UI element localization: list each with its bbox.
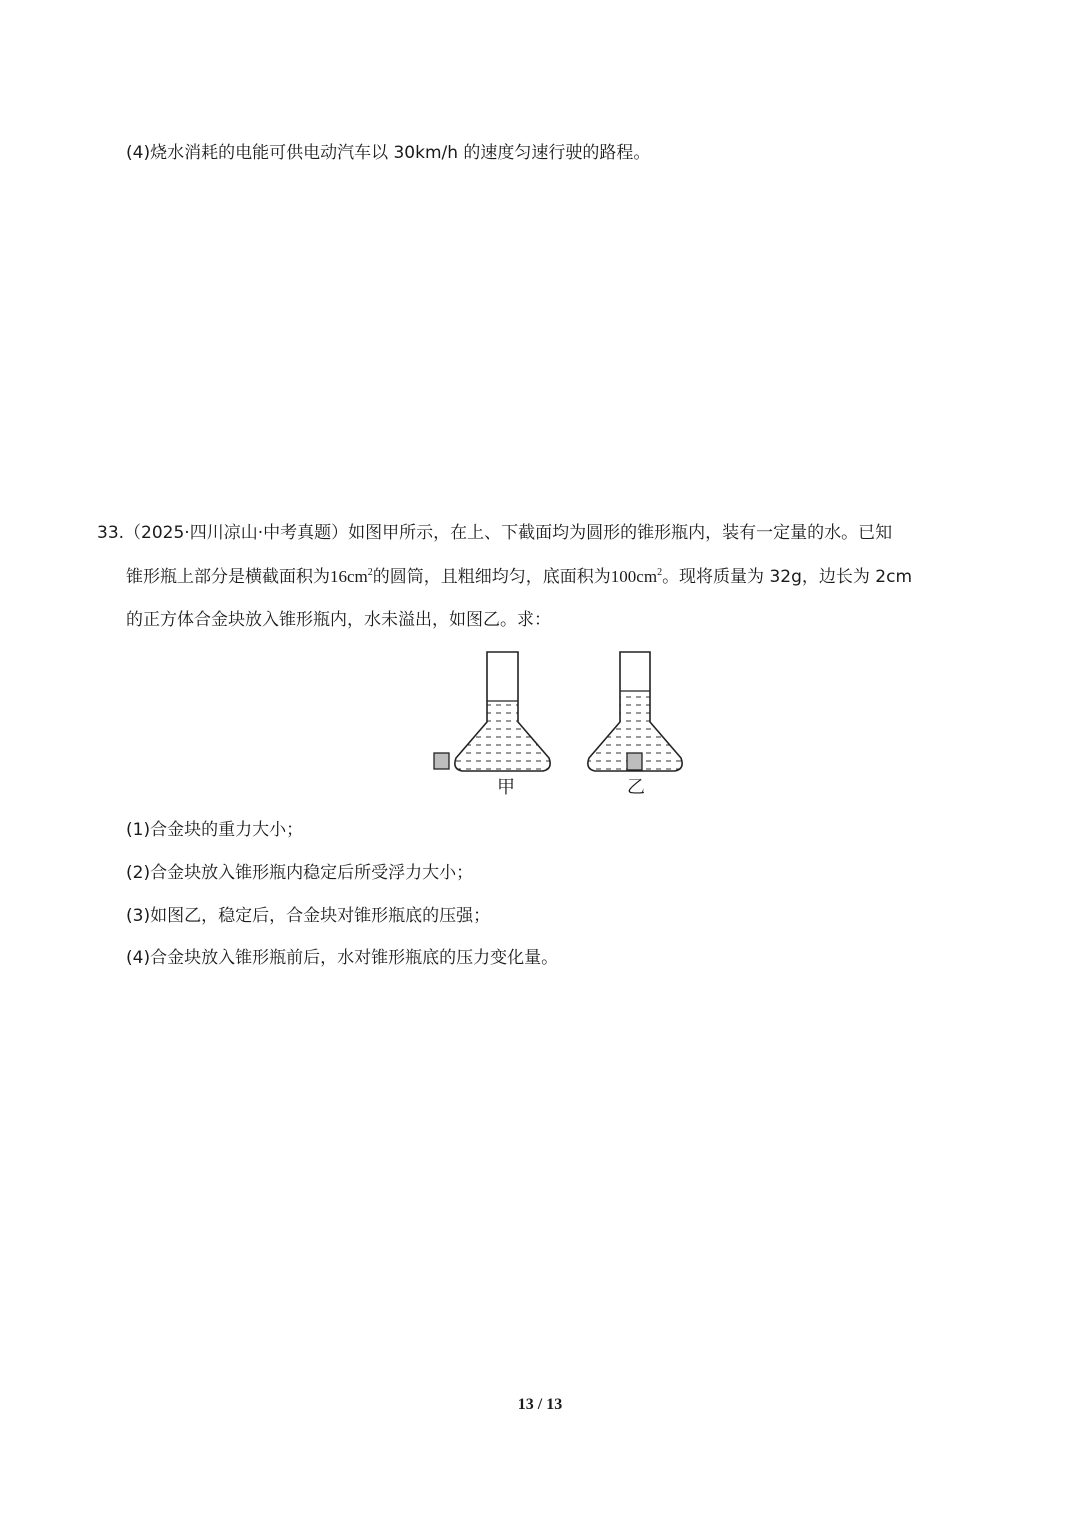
question-number: 33. (97, 523, 125, 543)
area-bottom-exponent: 2 (657, 567, 663, 578)
question-part-1: (1)合金块的重力大小； (126, 820, 304, 840)
area-top-exponent: 2 (367, 567, 373, 578)
question-part-2: (2)合金块放入锥形瓶内稳定后所受浮力大小； (126, 863, 474, 883)
flask-figure (425, 645, 685, 805)
question-text: 的圆筒，且粗细均匀，底面积为 (372, 567, 611, 587)
figure-label-jia: 甲 (497, 777, 515, 798)
prev-question-part-4: (4)烧水消耗的电能可供电动汽车以 30km/h 的速度匀速行驶的路程。 (126, 143, 651, 163)
flask-yi (580, 652, 685, 776)
question-source: （2025·四川凉山·中考真题） (124, 523, 349, 543)
page-number: 13 / 13 (517, 1396, 563, 1413)
question-text: 如图甲所示，在上、下截面均为圆形的锥形瓶内，装有一定量的水。已知 (348, 523, 893, 543)
area-bottom-value: 100cm (610, 567, 658, 586)
alloy-block (627, 753, 642, 770)
question-33-line-1 (97, 521, 892, 545)
question-part-3: (3)如图乙，稳定后，合金块对锥形瓶底的压强； (126, 906, 491, 926)
water (445, 701, 565, 776)
question-33-line-3: 的正方体合金块放入锥形瓶内，水未溢出，如图乙。求： (126, 610, 551, 630)
question-part-4: (4)合金块放入锥形瓶前后，水对锥形瓶底的压力变化量。 (126, 948, 559, 968)
alloy-block (434, 753, 449, 769)
flask-jia (445, 652, 565, 776)
question-33-line-2 (126, 565, 912, 589)
area-top-value: 16cm (330, 567, 368, 586)
question-text: 锥形瓶上部分是横截面积为 (126, 567, 330, 587)
question-text: 。现将质量为 32g，边长为 2cm (662, 567, 913, 587)
figure-label-yi: 乙 (627, 777, 645, 798)
